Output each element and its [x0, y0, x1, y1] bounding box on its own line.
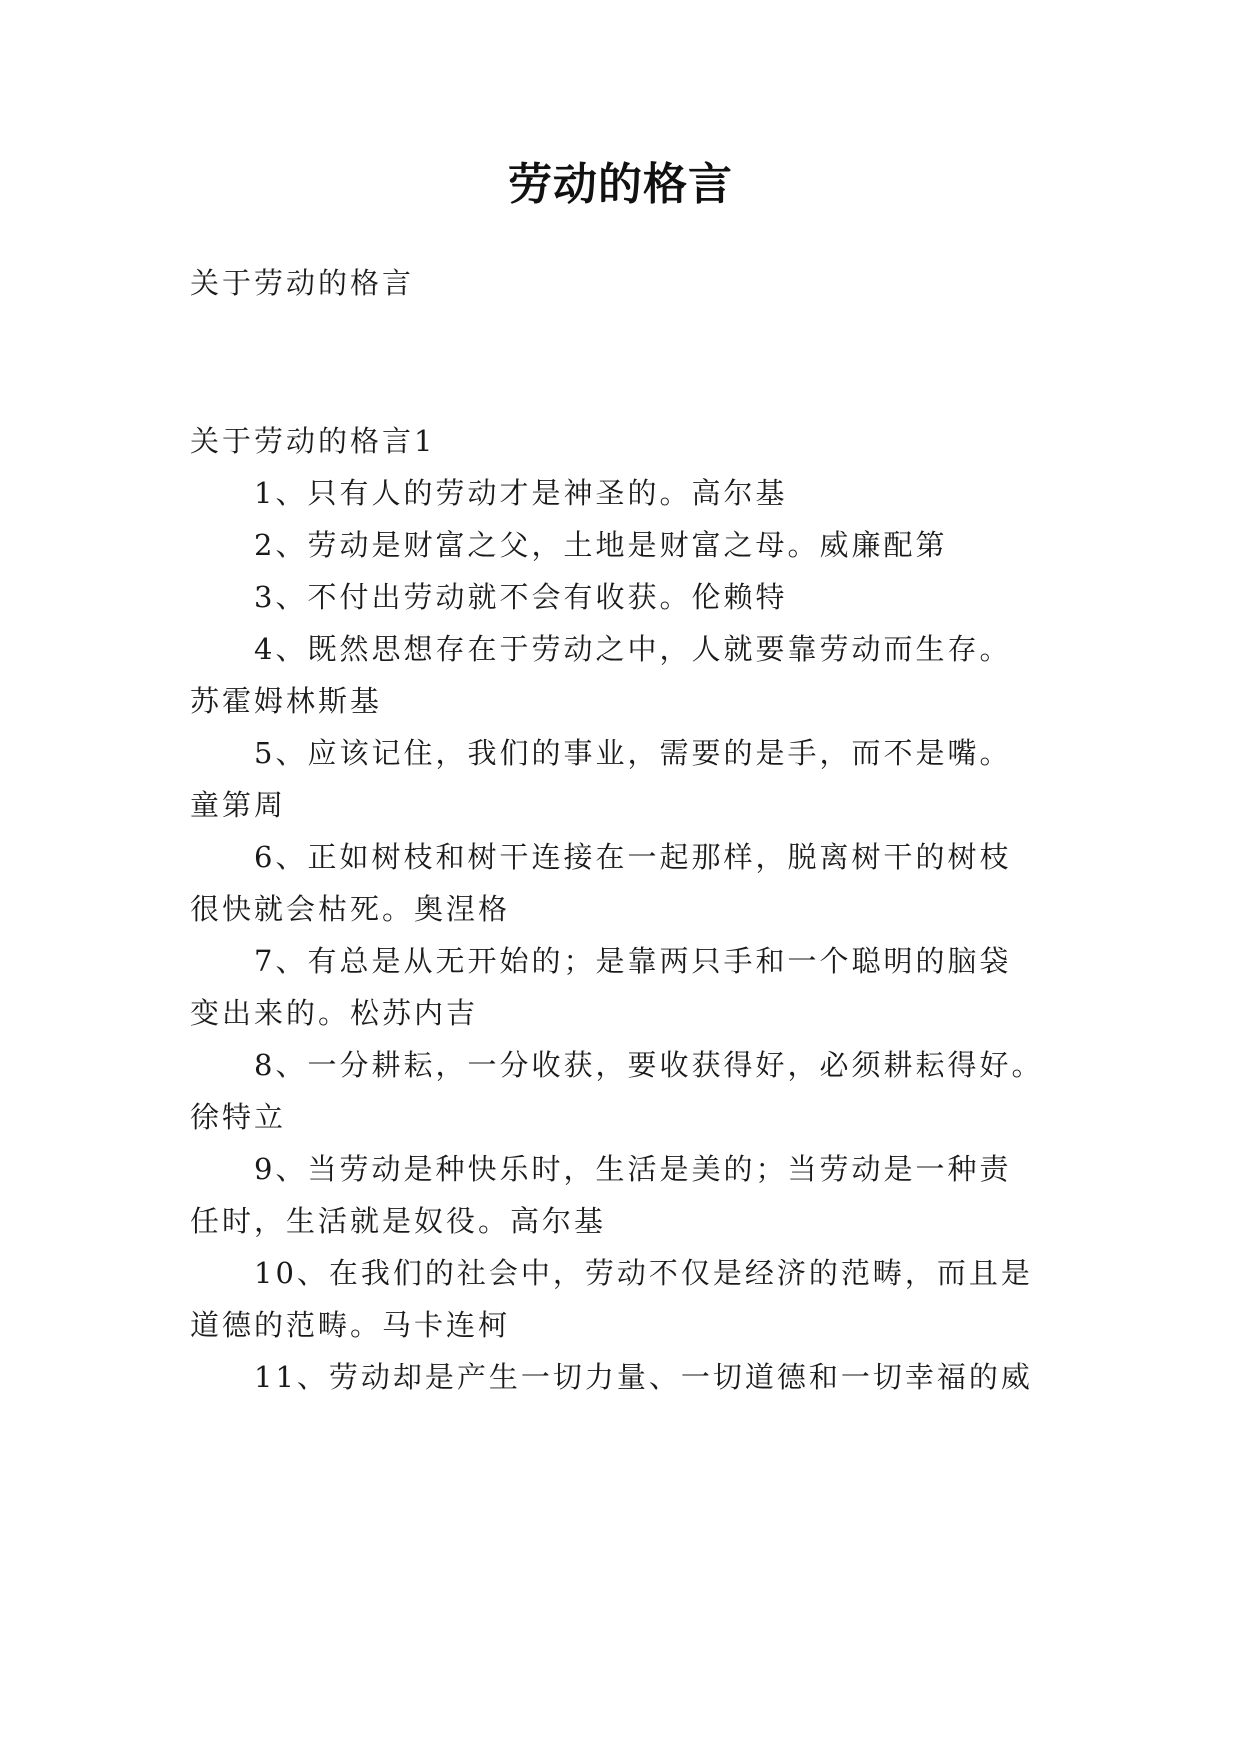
quote-line: 11、劳动却是产生一切力量、一切道德和一切幸福的威 — [254, 1360, 1033, 1394]
quote-line: 2、劳动是财富之父，土地是财富之母。威廉配第 — [254, 528, 948, 562]
quote-line: 4、既然思想存在于劳动之中，人就要靠劳动而生存。 — [254, 632, 1012, 666]
quote-line: 5、应该记住，我们的事业，需要的是手，而不是嘴。 — [254, 736, 1012, 770]
quote-line-continuation: 苏霍姆林斯基 — [190, 684, 383, 718]
quote-line-continuation: 任时，生活就是奴役。高尔基 — [190, 1204, 607, 1238]
quote-line: 1、只有人的劳动才是神圣的。高尔基 — [254, 476, 788, 510]
quote-line: 6、正如树枝和树干连接在一起那样，脱离树干的树枝 — [254, 840, 1012, 874]
quote-line: 7、有总是从无开始的；是靠两只手和一个聪明的脑袋 — [254, 944, 1012, 978]
quote-line-continuation: 变出来的。松苏内吉 — [190, 996, 479, 1030]
quote-line-continuation: 道德的范畴。马卡连柯 — [190, 1308, 511, 1342]
document-title: 劳动的格言 — [508, 159, 733, 210]
quote-line-continuation: 很快就会枯死。奥涅格 — [190, 892, 511, 926]
quote-line: 10、在我们的社会中，劳动不仅是经济的范畴，而且是 — [254, 1256, 1033, 1290]
quote-line: 3、不付出劳动就不会有收获。伦赖特 — [254, 580, 788, 614]
quote-line-continuation: 徐特立 — [190, 1100, 287, 1134]
quote-line: 8、一分耕耘，一分收获，要收获得好，必须耕耘得好。 — [254, 1048, 1044, 1082]
quote-line-continuation: 童第周 — [190, 788, 287, 822]
document-subtitle: 关于劳动的格言 — [190, 266, 415, 300]
section-heading: 关于劳动的格言1 — [190, 424, 436, 458]
quote-line: 9、当劳动是种快乐时，生活是美的；当劳动是一种责 — [254, 1152, 1012, 1186]
